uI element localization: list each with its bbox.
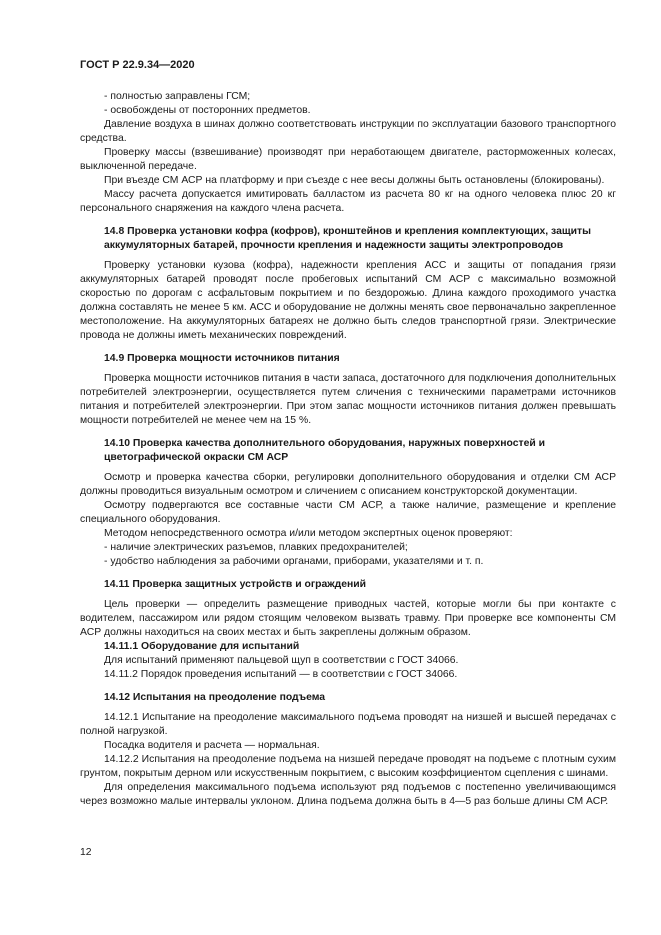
section-heading-14-11: 14.11 Проверка защитных устройств и ограждений (104, 579, 367, 590)
paragraph: 14.11.2 Порядок проведения испытаний — в соответствии с ГОСТ 34066. (104, 669, 458, 680)
section-heading-14-8: 14.8 Проверка установки кофра (кофров), кронштейнов и крепления комплектующих, защиты аккумуляторных батарей, прочности крепления и надежности защиты электропроводов (104, 226, 591, 251)
paragraph: Для определения максимального подъема используют ряд подъемов с постепенно увеличивающимся через возможно малые интервалы уклоном. Длина подъема должна быть в 4—5 раз больше длины СМ АСР. (80, 782, 616, 807)
paragraph: Для испытаний применяют пальцевой щуп в соответствии с ГОСТ 34066. (104, 655, 459, 666)
document-page (80, 58, 616, 809)
paragraph: Массу расчета допускается имитировать балластом из расчета 80 кг на одного человека плюс 20 кг персонального снаряжения на каждого члена расчета. (80, 189, 616, 214)
paragraph: Проверку установки кузова (кофра), надежности крепления АСС и защиты от попадания грязи аккумуляторных батарей проводят после пробеговых испытаний СМ АСР с максимально возможной скоростью по дорогам с асфальтовым покрытием и по бездорожью. Длина каждого проходимого участка должна составлять не менее 5 км. АСС и оборудование не должны менять свое первоначально закрепленное местоположение. На аккумуляторных батареях не должно быть следов транспортной грязи. Электрические провода не должны иметь механических повреждений. (80, 260, 616, 341)
paragraph: Посадка водителя и расчета — нормальная. (104, 740, 320, 751)
section-heading-14-9: 14.9 Проверка мощности источников питания (104, 353, 340, 364)
subsection-heading-14-11-1: 14.11.1 Оборудование для испытаний (104, 641, 300, 652)
section-heading-14-10: 14.10 Проверка качества дополнительного оборудования, наружных поверхностей и цветографической окраски СМ АСР (104, 438, 546, 463)
document-header: ГОСТ Р 22.9.34—2020 (80, 59, 195, 71)
paragraph: Осмотру подвергаются все составные части СМ АСР, а также наличие, размещение и крепление специального оборудования. (80, 500, 616, 525)
list-item: - наличие электрических разъемов, плавких предохранителей; (104, 542, 408, 553)
paragraph: При въезде СМ АСР на платформу и при съезде с нее весы должны быть остановлены (блокированы). (104, 175, 605, 186)
section-heading-14-12: 14.12 Испытания на преодоление подъема (104, 692, 326, 703)
paragraph: 14.12.2 Испытания на преодоление подъема на низшей передаче проводят на подъеме с плотным сухим грунтом, покрытым дерном или искусственным покрытием, с высоким коэффициентом сцепления с шинами. (80, 754, 616, 779)
paragraph: Проверку массы (взвешивание) производят при неработающем двигателе, расторможенных колесах, выключенной передаче. (80, 147, 616, 172)
paragraph: Проверка мощности источников питания в части запаса, достаточного для подключения дополнительных потребителей электроэнергии, осуществляется путем сличения с техническими параметрами источников питания и потребителей электроэнергии. При этом запас мощности источников питания должен превышать мощности потребителей не менее чем на 15 %. (80, 373, 616, 426)
list-item: - освобождены от посторонних предметов. (104, 105, 311, 116)
paragraph: Цель проверки — определить размещение приводных частей, которые могли бы при контакте с водителем, пассажиром или рядом стоящим человеком вызвать травму. При проверке все компоненты СМ АСР должны находиться на своих местах и быть закреплены должным образом. (80, 599, 616, 638)
page-number: 12 (80, 847, 92, 858)
paragraph: Осмотр и проверка качества сборки, регулировки дополнительного оборудования и отделки СМ АСР должны проводиться визуальным осмотром и сличением с описанием конструкторской документации. (80, 472, 616, 497)
list-item: - удобство наблюдения за рабочими органами, приборами, указателями и т. п. (104, 556, 484, 567)
paragraph: Методом непосредственного осмотра и/или методом экспертных оценок проверяют: (104, 528, 513, 539)
paragraph: Давление воздуха в шинах должно соответствовать инструкции по эксплуатации базового транспортного средства. (80, 119, 616, 144)
list-item: - полностью заправлены ГСМ; (104, 91, 251, 102)
paragraph: 14.12.1 Испытание на преодоление максимального подъема проводят на низшей и высшей передачах с полной нагрузкой. (80, 712, 616, 737)
